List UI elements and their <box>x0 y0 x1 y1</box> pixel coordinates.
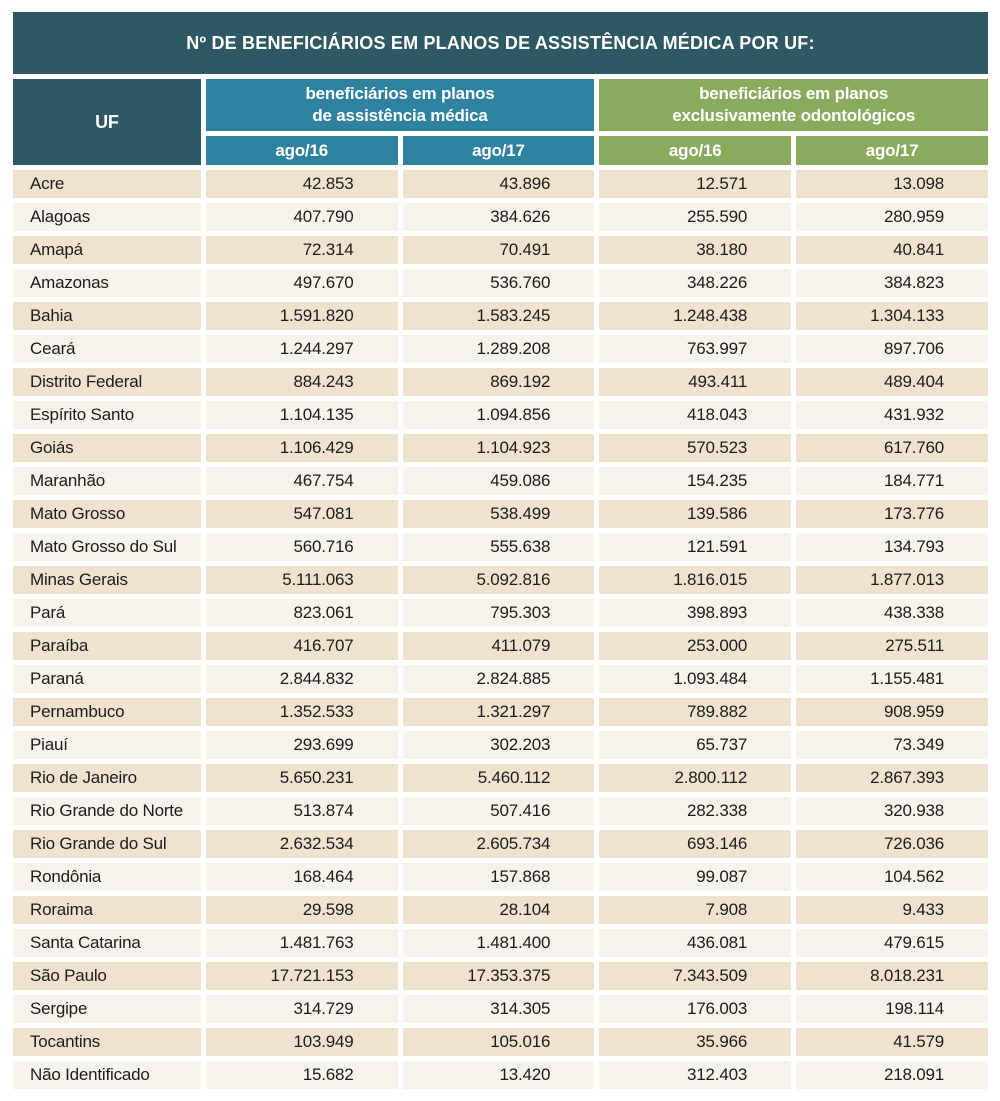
dental-ago16-cell: 436.081 <box>599 929 791 957</box>
medical-ago16-cell: 513.874 <box>206 797 398 825</box>
uf-cell: Não Identificado <box>13 1061 201 1089</box>
uf-cell: Sergipe <box>13 995 201 1023</box>
medical-ago16-cell: 823.061 <box>206 599 398 627</box>
medical-ago17-cell: 2.605.734 <box>403 830 595 858</box>
uf-cell: Distrito Federal <box>13 368 201 396</box>
medical-ago16-cell: 314.729 <box>206 995 398 1023</box>
dental-ago16-cell: 1.816.015 <box>599 566 791 594</box>
dental-ago17-cell: 9.433 <box>796 896 988 924</box>
dental-ago17-cell: 134.793 <box>796 533 988 561</box>
medical-ago17-cell: 1.481.400 <box>403 929 595 957</box>
uf-cell: Ceará <box>13 335 201 363</box>
table-row <box>13 731 988 759</box>
table-header <box>13 12 988 165</box>
column-header-medical-ago16: ago/16 <box>206 136 398 165</box>
dental-ago16-cell: 7.908 <box>599 896 791 924</box>
medical-ago16-cell: 42.853 <box>206 170 398 198</box>
beneficiaries-table <box>8 7 993 1094</box>
medical-ago16-cell: 407.790 <box>206 203 398 231</box>
medical-ago16-cell: 1.244.297 <box>206 335 398 363</box>
dental-ago17-cell: 275.511 <box>796 632 988 660</box>
dental-ago16-cell: 139.586 <box>599 500 791 528</box>
dental-ago17-cell: 173.776 <box>796 500 988 528</box>
dental-ago17-cell: 2.867.393 <box>796 764 988 792</box>
table-row <box>13 896 988 924</box>
dental-ago16-cell: 789.882 <box>599 698 791 726</box>
dental-ago17-cell: 617.760 <box>796 434 988 462</box>
dental-ago17-cell: 41.579 <box>796 1028 988 1056</box>
dental-ago17-cell: 8.018.231 <box>796 962 988 990</box>
medical-ago17-cell: 13.420 <box>403 1061 595 1089</box>
uf-cell: Tocantins <box>13 1028 201 1056</box>
table-row <box>13 269 988 297</box>
dental-ago17-cell: 908.959 <box>796 698 988 726</box>
dental-ago16-cell: 282.338 <box>599 797 791 825</box>
medical-ago17-cell: 459.086 <box>403 467 595 495</box>
uf-cell: Rio Grande do Norte <box>13 797 201 825</box>
table-row <box>13 368 988 396</box>
title-row <box>13 12 988 74</box>
column-header-medical-ago17: ago/17 <box>403 136 595 165</box>
table-row <box>13 566 988 594</box>
dental-ago17-cell: 431.932 <box>796 401 988 429</box>
table-title: Nº DE BENEFICIÁRIOS EM PLANOS DE ASSISTÊNCIA MÉDICA POR UF: <box>13 12 988 74</box>
uf-cell: Rio Grande do Sul <box>13 830 201 858</box>
medical-ago16-cell: 168.464 <box>206 863 398 891</box>
column-group-medical <box>206 79 595 131</box>
uf-cell: Mato Grosso do Sul <box>13 533 201 561</box>
medical-ago16-cell: 1.591.820 <box>206 302 398 330</box>
medical-ago16-cell: 560.716 <box>206 533 398 561</box>
table-row <box>13 236 988 264</box>
dental-ago17-cell: 1.155.481 <box>796 665 988 693</box>
medical-ago17-cell: 17.353.375 <box>403 962 595 990</box>
dental-ago17-cell: 1.877.013 <box>796 566 988 594</box>
dental-ago16-cell: 255.590 <box>599 203 791 231</box>
dental-ago17-cell: 438.338 <box>796 599 988 627</box>
dental-ago16-cell: 7.343.509 <box>599 962 791 990</box>
dental-ago17-cell: 1.304.133 <box>796 302 988 330</box>
dental-ago16-cell: 1.093.484 <box>599 665 791 693</box>
medical-group-label-line1: beneficiários em planos <box>305 83 495 103</box>
dental-ago17-cell: 73.349 <box>796 731 988 759</box>
uf-cell: Espírito Santo <box>13 401 201 429</box>
table-row <box>13 401 988 429</box>
dental-ago16-cell: 35.966 <box>599 1028 791 1056</box>
medical-ago17-cell: 314.305 <box>403 995 595 1023</box>
medical-ago16-cell: 467.754 <box>206 467 398 495</box>
dental-ago17-cell: 184.771 <box>796 467 988 495</box>
dental-ago16-cell: 65.737 <box>599 731 791 759</box>
dental-ago16-cell: 418.043 <box>599 401 791 429</box>
medical-group-label-line2: de assistência médica <box>312 106 488 125</box>
table-row <box>13 632 988 660</box>
medical-ago16-cell: 1.104.135 <box>206 401 398 429</box>
dental-ago16-cell: 176.003 <box>599 995 791 1023</box>
uf-cell: Alagoas <box>13 203 201 231</box>
uf-cell: Piauí <box>13 731 201 759</box>
dental-ago16-cell: 99.087 <box>599 863 791 891</box>
medical-ago16-cell: 72.314 <box>206 236 398 264</box>
dental-ago17-cell: 897.706 <box>796 335 988 363</box>
column-header-dental-ago17: ago/17 <box>796 136 988 165</box>
table-row <box>13 962 988 990</box>
dental-ago17-cell: 280.959 <box>796 203 988 231</box>
dental-ago16-cell: 570.523 <box>599 434 791 462</box>
dental-ago17-cell: 384.823 <box>796 269 988 297</box>
dental-group-label-line1: beneficiários em planos <box>699 83 889 103</box>
group-header-row <box>13 79 988 131</box>
medical-ago16-cell: 416.707 <box>206 632 398 660</box>
medical-ago17-cell: 555.638 <box>403 533 595 561</box>
uf-cell: Rio de Janeiro <box>13 764 201 792</box>
uf-cell: Pará <box>13 599 201 627</box>
table-row <box>13 764 988 792</box>
dental-ago16-cell: 38.180 <box>599 236 791 264</box>
column-group-dental <box>599 79 988 131</box>
medical-ago17-cell: 5.460.112 <box>403 764 595 792</box>
uf-cell: São Paulo <box>13 962 201 990</box>
medical-ago16-cell: 2.632.534 <box>206 830 398 858</box>
dental-ago17-cell: 320.938 <box>796 797 988 825</box>
medical-ago16-cell: 1.352.533 <box>206 698 398 726</box>
medical-ago17-cell: 43.896 <box>403 170 595 198</box>
table-row <box>13 1028 988 1056</box>
medical-ago17-cell: 869.192 <box>403 368 595 396</box>
medical-ago17-cell: 1.289.208 <box>403 335 595 363</box>
uf-cell: Minas Gerais <box>13 566 201 594</box>
table-row <box>13 1061 988 1089</box>
dental-ago16-cell: 154.235 <box>599 467 791 495</box>
table-row <box>13 599 988 627</box>
medical-ago17-cell: 1.321.297 <box>403 698 595 726</box>
column-header-dental-ago16: ago/16 <box>599 136 791 165</box>
uf-cell: Bahia <box>13 302 201 330</box>
dental-ago17-cell: 726.036 <box>796 830 988 858</box>
table-row <box>13 929 988 957</box>
dental-group-label-line2: exclusivamente odontológicos <box>672 106 916 125</box>
dental-ago17-cell: 479.615 <box>796 929 988 957</box>
table-row <box>13 335 988 363</box>
medical-ago17-cell: 536.760 <box>403 269 595 297</box>
medical-ago17-cell: 411.079 <box>403 632 595 660</box>
medical-ago16-cell: 17.721.153 <box>206 962 398 990</box>
dental-ago16-cell: 12.571 <box>599 170 791 198</box>
uf-cell: Amapá <box>13 236 201 264</box>
medical-ago16-cell: 5.650.231 <box>206 764 398 792</box>
dental-ago16-cell: 312.403 <box>599 1061 791 1089</box>
medical-ago16-cell: 884.243 <box>206 368 398 396</box>
medical-ago16-cell: 5.111.063 <box>206 566 398 594</box>
medical-ago17-cell: 5.092.816 <box>403 566 595 594</box>
uf-cell: Roraima <box>13 896 201 924</box>
medical-ago16-cell: 29.598 <box>206 896 398 924</box>
dental-ago16-cell: 693.146 <box>599 830 791 858</box>
table-row <box>13 533 988 561</box>
medical-ago17-cell: 2.824.885 <box>403 665 595 693</box>
medical-ago17-cell: 70.491 <box>403 236 595 264</box>
table-row <box>13 698 988 726</box>
medical-ago16-cell: 2.844.832 <box>206 665 398 693</box>
medical-ago17-cell: 157.868 <box>403 863 595 891</box>
medical-ago16-cell: 15.682 <box>206 1061 398 1089</box>
table-row <box>13 863 988 891</box>
uf-cell: Rondônia <box>13 863 201 891</box>
medical-ago17-cell: 507.416 <box>403 797 595 825</box>
table-row <box>13 797 988 825</box>
table-row <box>13 170 988 198</box>
medical-ago16-cell: 293.699 <box>206 731 398 759</box>
table-row <box>13 830 988 858</box>
medical-ago16-cell: 497.670 <box>206 269 398 297</box>
dental-ago17-cell: 489.404 <box>796 368 988 396</box>
dental-ago16-cell: 121.591 <box>599 533 791 561</box>
dental-ago16-cell: 1.248.438 <box>599 302 791 330</box>
dental-ago17-cell: 198.114 <box>796 995 988 1023</box>
medical-ago17-cell: 795.303 <box>403 599 595 627</box>
dental-ago16-cell: 493.411 <box>599 368 791 396</box>
table-row <box>13 467 988 495</box>
medical-ago17-cell: 384.626 <box>403 203 595 231</box>
table-row <box>13 302 988 330</box>
uf-cell: Amazonas <box>13 269 201 297</box>
dental-ago16-cell: 763.997 <box>599 335 791 363</box>
dental-ago17-cell: 218.091 <box>796 1061 988 1089</box>
medical-ago17-cell: 105.016 <box>403 1028 595 1056</box>
medical-ago17-cell: 1.104.923 <box>403 434 595 462</box>
uf-cell: Pernambuco <box>13 698 201 726</box>
medical-ago16-cell: 1.481.763 <box>206 929 398 957</box>
medical-ago17-cell: 1.094.856 <box>403 401 595 429</box>
uf-cell: Paraná <box>13 665 201 693</box>
dental-ago16-cell: 253.000 <box>599 632 791 660</box>
medical-ago16-cell: 547.081 <box>206 500 398 528</box>
dental-ago17-cell: 104.562 <box>796 863 988 891</box>
medical-ago16-cell: 1.106.429 <box>206 434 398 462</box>
dental-ago17-cell: 13.098 <box>796 170 988 198</box>
table-row <box>13 995 988 1023</box>
uf-cell: Santa Catarina <box>13 929 201 957</box>
dental-ago16-cell: 398.893 <box>599 599 791 627</box>
table-row <box>13 434 988 462</box>
uf-cell: Maranhão <box>13 467 201 495</box>
table-row <box>13 500 988 528</box>
uf-cell: Mato Grosso <box>13 500 201 528</box>
medical-ago16-cell: 103.949 <box>206 1028 398 1056</box>
medical-ago17-cell: 538.499 <box>403 500 595 528</box>
dental-ago17-cell: 40.841 <box>796 236 988 264</box>
dental-ago16-cell: 2.800.112 <box>599 764 791 792</box>
medical-ago17-cell: 302.203 <box>403 731 595 759</box>
uf-cell: Paraíba <box>13 632 201 660</box>
uf-cell: Acre <box>13 170 201 198</box>
table-row <box>13 665 988 693</box>
column-header-uf: UF <box>13 79 201 165</box>
table-row <box>13 203 988 231</box>
medical-ago17-cell: 28.104 <box>403 896 595 924</box>
dental-ago16-cell: 348.226 <box>599 269 791 297</box>
table-body <box>13 170 988 1089</box>
medical-ago17-cell: 1.583.245 <box>403 302 595 330</box>
uf-cell: Goiás <box>13 434 201 462</box>
